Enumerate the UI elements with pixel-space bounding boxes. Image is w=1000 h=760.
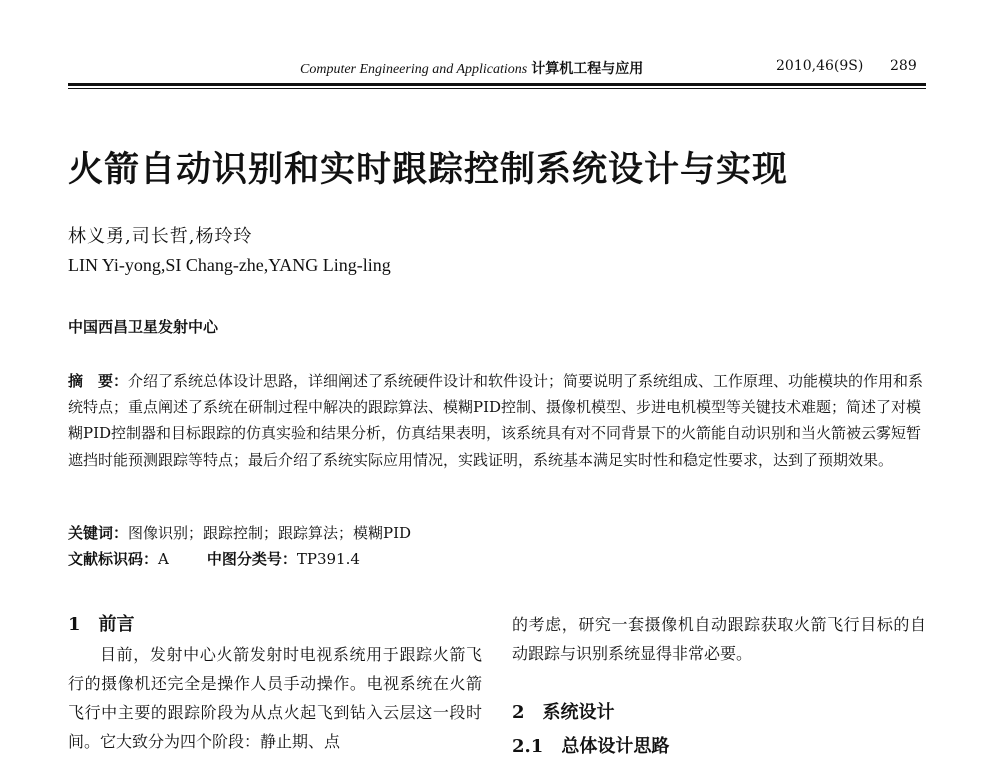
authors-english: LIN Yi-yong,SI Chang-zhe,YANG Ling-ling: [68, 255, 391, 275]
keywords-text: 图像识别；跟踪控制；跟踪算法；模糊PID: [128, 524, 412, 542]
clc-number-value: TP391.4: [296, 550, 360, 568]
continued-paragraph: 的考虑，研究一套摄像机自动跟踪获取火箭飞行目标的自动跟踪与识别系统显得非常必要。: [512, 615, 926, 663]
keywords-label: 关键词：: [68, 524, 129, 542]
keywords: [68, 522, 411, 543]
left-column: [68, 610, 482, 756]
clc-number-label: 中图分类号：: [206, 550, 297, 568]
authors-chinese: 林义勇,司长哲,杨玲玲: [68, 226, 253, 247]
abstract-label: 摘 要：: [68, 372, 129, 390]
doc-code-value: A: [158, 550, 169, 568]
journal-name: [300, 58, 643, 78]
section-2-heading: 2 系统设计: [512, 702, 615, 723]
page-number: 289: [890, 58, 917, 74]
abstract: [68, 368, 926, 473]
running-head: [68, 58, 928, 80]
header-rule-thin: [68, 88, 926, 89]
section-2-1-heading: 2.1 总体设计思路: [512, 736, 670, 757]
article-title: 火箭自动识别和实时跟踪控制系统设计与实现: [68, 149, 789, 190]
journal-name-zh: 计算机工程与应用: [531, 61, 644, 77]
section-1-paragraph: 目前，发射中心火箭发射时电视系统用于跟踪火箭飞行的摄像机还完全是操作人员手动操作。电视系统在火箭飞行中主要的跟踪阶段为从点火起飞到钻入云层这一段时间。它大致分为四个阶段：静止期、点: [68, 645, 482, 751]
volume-issue: 2010,46(9S): [776, 58, 864, 74]
abstract-text: 介绍了系统总体设计思路，详细阐述了系统硬件设计和软件设计；简要说明了系统组成、工作原理、功能模块的作用和系统特点；重点阐述了系统在研制过程中解决的跟踪算法、模糊PID控制、摄像机模型、步进电机模型等关键技术难题；简述了对模糊PID控制器和目标跟踪的仿真实验和结果分析，仿真结果表明，该系统具有对不同背景下的火箭能自动识别和当火箭被云雾短暂遮挡时能预测跟踪等特点；最后介绍了系统实际应用情况，实践证明，系统基本满足实时性和稳定性要求，达到了预期效果。: [68, 372, 924, 469]
affiliation: 中国西昌卫星发射中心: [68, 318, 219, 336]
section-1-heading: 1 前言: [68, 614, 135, 635]
classification-codes: [68, 548, 360, 569]
header-rule-thick: [68, 83, 926, 86]
right-column: [512, 610, 926, 758]
doc-code-label: 文献标识码：: [68, 550, 159, 568]
journal-name-en: Computer Engineering and Applications: [300, 62, 528, 77]
